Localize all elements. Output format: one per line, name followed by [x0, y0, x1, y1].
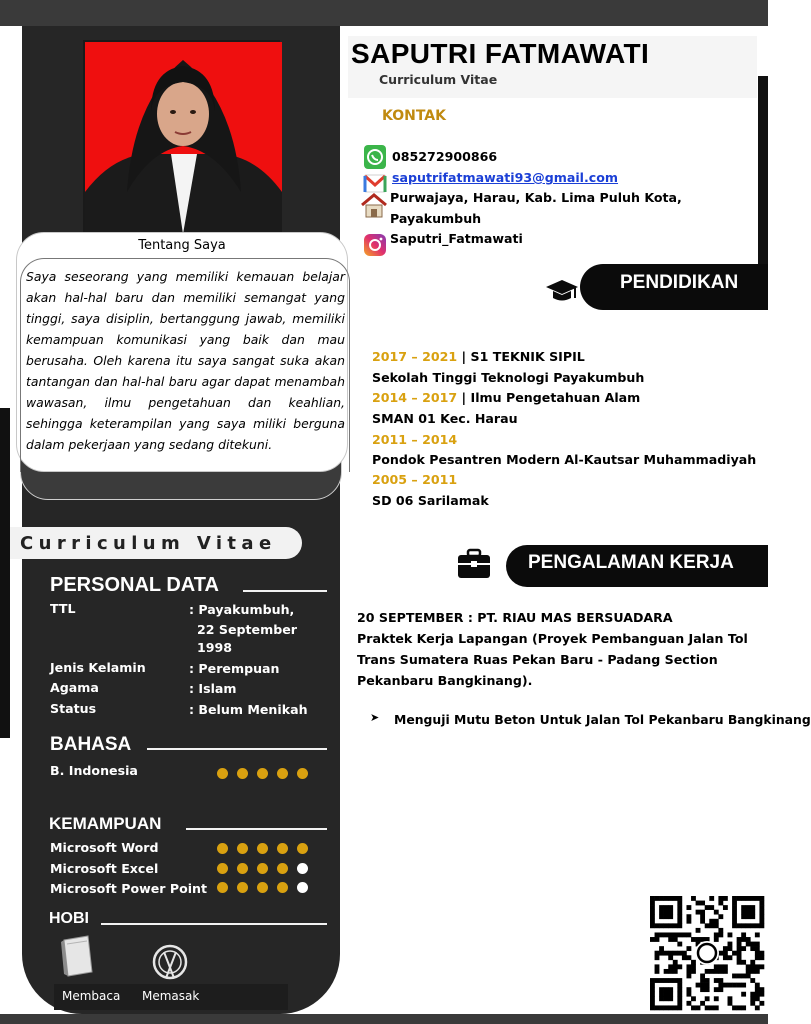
personal-data-rule — [243, 590, 327, 592]
personal-data-heading: PERSONAL DATA — [50, 574, 219, 596]
edu-item-4-school: SD 06 Sarilamak — [372, 493, 489, 508]
ttl-value-line2: 22 September — [197, 622, 297, 637]
hobby-cooking-label: Memasak — [142, 989, 200, 1003]
edu-item-1-degree: S1 TEKNIK SIPIL — [470, 349, 585, 364]
about-text: Saya seseorang yang memiliki kemauan belajar akan hal-hal baru dan memiliki semangat yang tinggi, saya disiplin, bertanggung jawab, memiliki kemampuan komunikasi yang baik dan mau berusaha. Oleh karena itu saya sangat suka akan tantangan dan hal-hal baru agar dapat menambah wawasan, ilmu pengetahuan dan keahlian, sehingga keterampilan yang saya miliki berguna dalam pekerjaan yang sedang ditekuni. — [26, 269, 345, 452]
left-accent-stripe — [0, 408, 10, 738]
edu-item-3-years: 2011 – 2014 — [372, 432, 458, 447]
rating-dot-filled — [237, 882, 248, 893]
instagram-handle: Saputri_Fatmawati — [390, 231, 523, 246]
gender-label: Jenis Kelamin — [50, 660, 146, 675]
address-line-2: Payakumbuh — [390, 211, 482, 226]
full-name: SAPUTRI FATMAWATI — [351, 38, 650, 69]
experience-heading: PENGALAMAN KERJA — [528, 552, 734, 573]
hobby-rule — [101, 923, 327, 925]
religion-value: : Islam — [189, 681, 237, 696]
rating-dot-filled — [257, 843, 268, 854]
rating-dot-filled — [217, 863, 228, 874]
cv-badge-text: Curriculum Vitae — [20, 533, 277, 554]
edu-item-4-years: 2005 – 2011 — [372, 472, 458, 487]
top-bar — [0, 0, 768, 26]
ttl-label: TTL — [50, 601, 76, 616]
rating-dot-filled — [257, 882, 268, 893]
rating-dot-filled — [257, 768, 268, 779]
graduation-cap-icon — [544, 278, 580, 310]
edu-item-1-separator: | — [457, 349, 471, 364]
skill-excel-rating — [217, 863, 308, 874]
religion-label: Agama — [50, 680, 99, 695]
address-line-1: Purwajaya, Harau, Kab. Lima Puluh Kota, — [390, 190, 682, 205]
rating-dot-filled — [277, 882, 288, 893]
right-accent-stripe — [758, 76, 768, 266]
experience-bullet: Menguji Mutu Beton Untuk Jalan Tol Pekanbaru Bangkinang — [394, 712, 811, 727]
experience-description: Praktek Kerja Lapangan (Proyek Pembanguan Jalan Tol Trans Sumatera Ruas Pekan Baru - Padang Section Pekanbaru Bangkinang). — [357, 631, 748, 688]
rating-dot-filled — [297, 843, 308, 854]
email-link[interactable]: saputrifatmawati93@gmail.com — [392, 170, 619, 185]
bullet-arrow-icon: ➤ — [370, 711, 380, 724]
skill-powerpoint-rating — [217, 882, 308, 893]
edu-item-1-header — [372, 349, 585, 364]
qr-code[interactable] — [650, 896, 764, 1010]
language-heading: BAHASA — [50, 734, 132, 755]
rating-dot-filled — [237, 843, 248, 854]
experience-title: 20 SEPTEMBER : PT. RIAU MAS BERSUADARA — [357, 610, 673, 625]
rating-dot-filled — [217, 882, 228, 893]
rating-dot-filled — [237, 768, 248, 779]
rating-dot-filled — [277, 768, 288, 779]
skill-word-rating — [217, 843, 308, 854]
profile-photo — [83, 40, 280, 232]
rating-dot-filled — [277, 843, 288, 854]
edu-item-2-degree: Ilmu Pengetahuan Alam — [470, 390, 641, 405]
ttl-value-line3: 1998 — [197, 640, 233, 655]
status-value: : Belum Menikah — [189, 702, 308, 717]
rating-dot-filled — [277, 863, 288, 874]
rating-dot-filled — [217, 768, 228, 779]
hobby-reading-label: Membaca — [62, 989, 121, 1003]
gender-value: : Perempuan — [189, 661, 280, 676]
subtitle: Curriculum Vitae — [379, 72, 498, 87]
skills-rule — [186, 828, 327, 830]
rating-dot-empty — [297, 882, 308, 893]
briefcase-icon — [457, 549, 491, 583]
book-icon — [58, 934, 98, 982]
status-label: Status — [50, 701, 97, 716]
edu-item-2-years: 2014 – 2017 — [372, 390, 458, 405]
bottom-bar — [0, 1014, 768, 1024]
edu-item-3-school: Pondok Pesantren Modern Al-Kautsar Muhammadiyah — [372, 452, 757, 467]
edu-item-2-school: SMAN 01 Kec. Harau — [372, 411, 518, 426]
edu-item-2-separator: | — [457, 390, 471, 405]
about-title: Tentang Saya — [138, 238, 226, 253]
instagram-icon — [364, 232, 386, 262]
skill-excel-label: Microsoft Excel — [50, 861, 159, 876]
hobby-heading: HOBI — [49, 910, 89, 927]
education-heading: PENDIDIKAN — [620, 272, 739, 293]
language-rating — [217, 768, 308, 779]
edu-item-1-school: Sekolah Tinggi Teknologi Payakumbuh — [372, 370, 645, 385]
whatsapp-icon — [364, 145, 386, 173]
rating-dot-filled — [297, 768, 308, 779]
person-silhouette-icon — [85, 42, 282, 234]
skill-word-label: Microsoft Word — [50, 840, 159, 855]
rating-dot-filled — [217, 843, 228, 854]
rating-dot-filled — [257, 863, 268, 874]
language-label: B. Indonesia — [50, 763, 138, 778]
skills-heading: KEMAMPUAN — [49, 814, 162, 833]
language-rule — [147, 748, 327, 750]
skill-powerpoint-label: Microsoft Power Point — [50, 881, 208, 896]
rating-dot-empty — [297, 863, 308, 874]
edu-item-2-header — [372, 390, 640, 405]
cooking-icon — [150, 942, 190, 988]
edu-item-1-years: 2017 – 2021 — [372, 349, 458, 364]
home-icon — [361, 193, 387, 223]
phone-number: 085272900866 — [392, 149, 498, 164]
contact-heading: KONTAK — [382, 108, 446, 124]
rating-dot-filled — [237, 863, 248, 874]
ttl-value: : Payakumbuh, — [189, 602, 295, 617]
